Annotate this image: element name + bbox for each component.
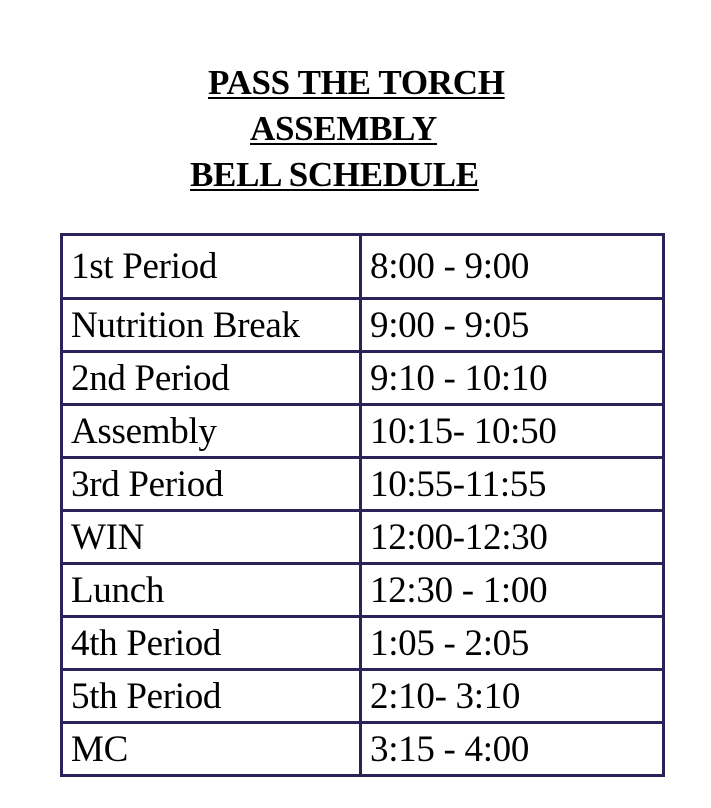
bell-schedule-table [60,233,665,777]
time-cell: 12:30 - 1:00 [361,564,664,617]
table-row [62,723,664,776]
time-cell: 9:00 - 9:05 [361,299,664,352]
table-row [62,405,664,458]
time-cell: 8:00 - 9:00 [361,235,664,299]
table-row [62,235,664,299]
time-cell: 3:15 - 4:00 [361,723,664,776]
activity-cell: 3rd Period [62,458,361,511]
activity-cell: MC [62,723,361,776]
activity-cell: 2nd Period [62,352,361,405]
time-cell: 2:10- 3:10 [361,670,664,723]
time-cell: 1:05 - 2:05 [361,617,664,670]
title-line-3: BELL SCHEDULE [190,155,479,194]
activity-cell: Lunch [62,564,361,617]
activity-cell: Assembly [62,405,361,458]
time-cell: 10:15- 10:50 [361,405,664,458]
table-row [62,670,664,723]
activity-cell: Nutrition Break [62,299,361,352]
table-row [62,511,664,564]
time-cell: 10:55-11:55 [361,458,664,511]
activity-cell: 5th Period [62,670,361,723]
activity-cell: WIN [62,511,361,564]
activity-cell: 4th Period [62,617,361,670]
time-cell: 9:10 - 10:10 [361,352,664,405]
table-row [62,352,664,405]
title-line-2: ASSEMBLY [250,109,437,148]
table-row [62,299,664,352]
time-cell: 12:00-12:30 [361,511,664,564]
activity-cell: 1st Period [62,235,361,299]
title-line-1: PASS THE TORCH [208,63,505,102]
table-row [62,564,664,617]
table-row [62,458,664,511]
table-row [62,617,664,670]
